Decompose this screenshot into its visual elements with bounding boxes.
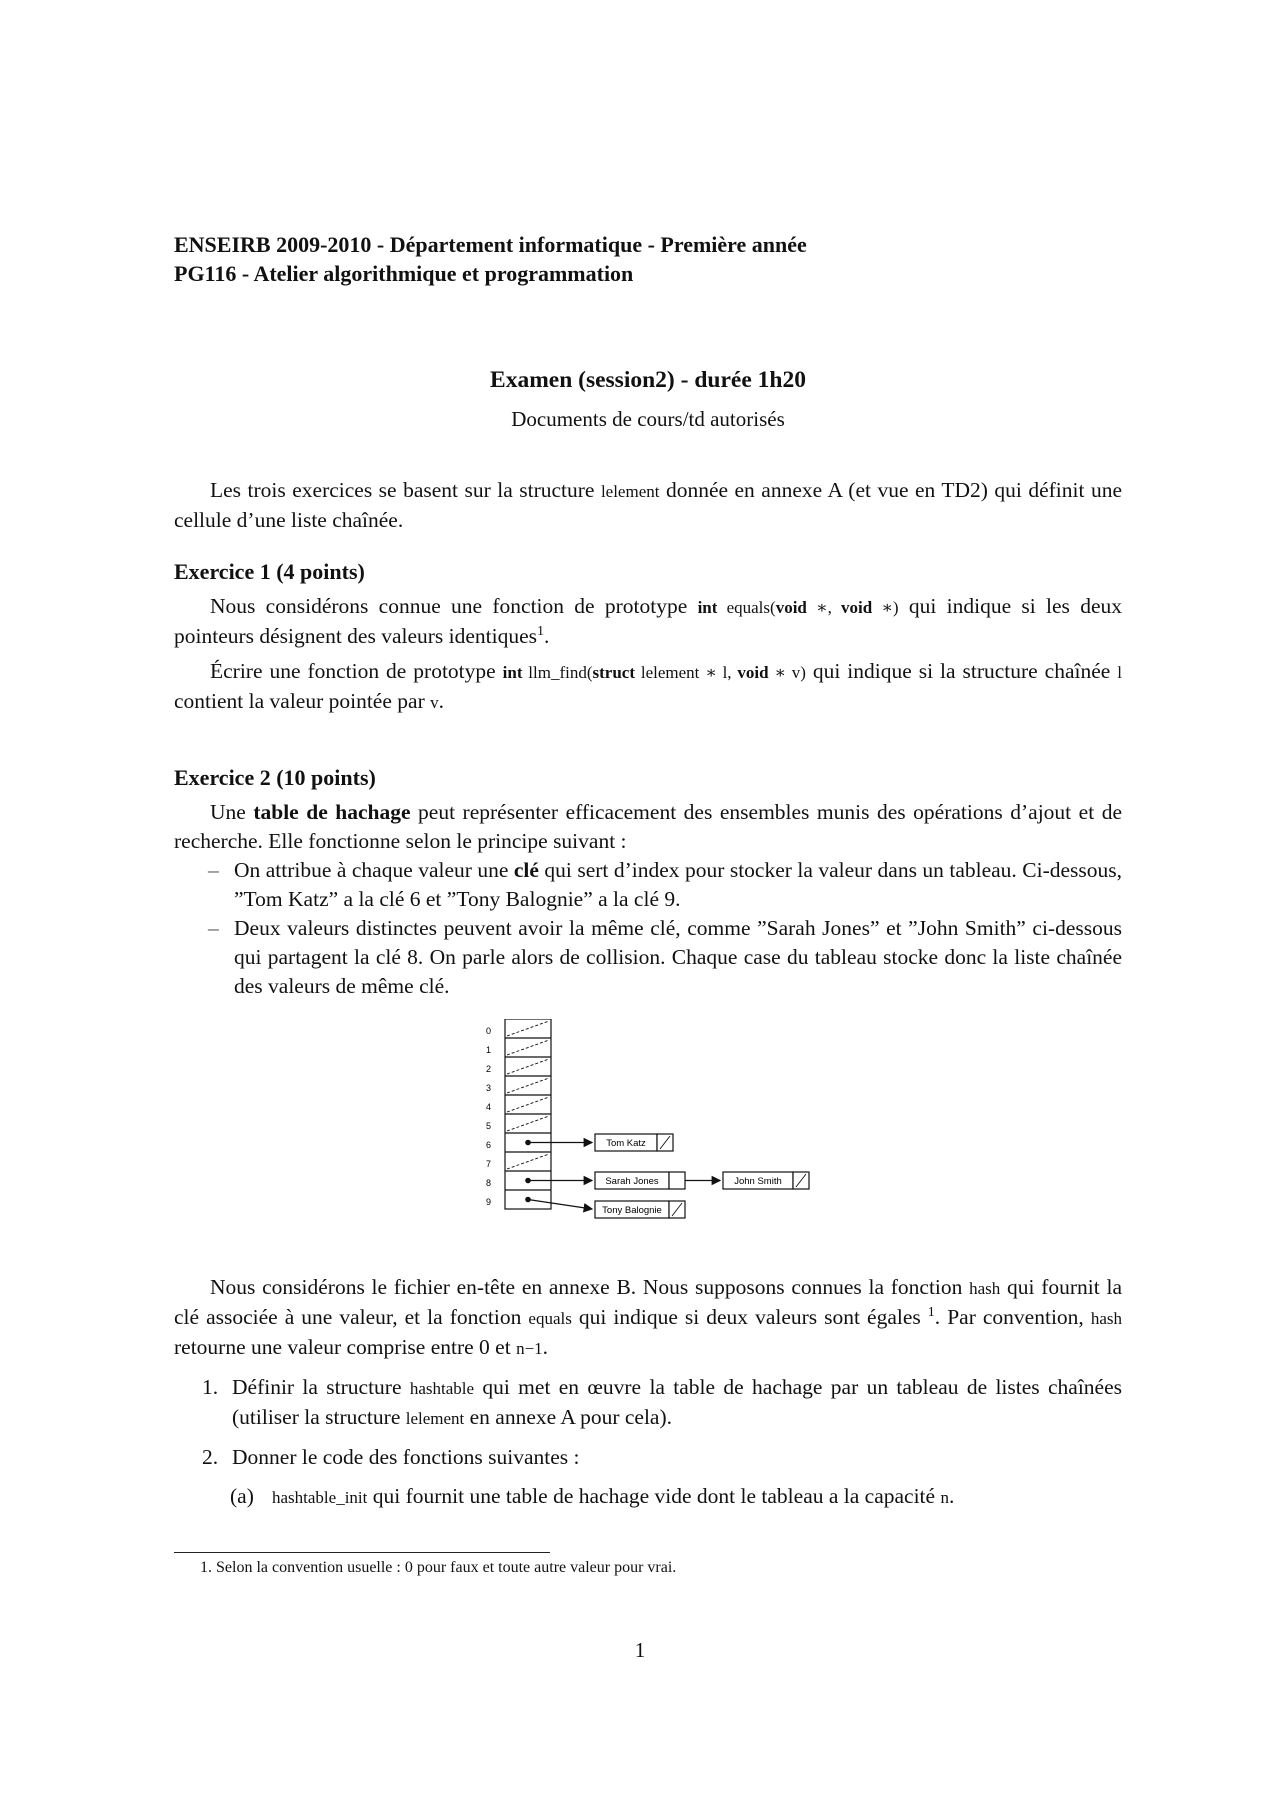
index-label: 6 <box>485 1140 491 1150</box>
ex1-p1-kw-void-1: void <box>775 598 807 617</box>
intro-paragraph <box>174 476 1122 535</box>
ex1-p1-star-1: ∗, <box>806 598 842 617</box>
ex2-bullet-2: – Deux valeurs distinctes peuvent avoir la même clé, comme ”Sarah Jones” et ”John Smith” ci-dessous qui partagent la clé 8. On parle alors de collision. Chaque case du tableau stocke donc la liste chaînée des valeurs de même clé. <box>234 914 1122 1001</box>
ex2-p2-code-hash-2: hash <box>1090 1309 1122 1328</box>
ex2-paragraph-2 <box>174 1273 1122 1363</box>
node-label-tom: Tom Katz <box>606 1138 646 1149</box>
subitem-label: (a) <box>230 1484 254 1508</box>
ex1-p2-arg-1: lelement ∗ l, <box>635 663 738 682</box>
ex2-p2-code-equals: equals <box>528 1309 572 1328</box>
ex2-p1-text-2: peut représenter efficacement des ensembles munis des opérations d’ajout et de recherche. Elle fonctionne selon le principe suivant : <box>174 800 1122 853</box>
ex1-p2-text-2: qui indique si la structure chaînée <box>805 659 1118 683</box>
ex1-p1-kw-int: int <box>697 598 718 617</box>
ex1-paragraph-1 <box>174 592 1122 651</box>
node-tony-balognie <box>595 1201 685 1218</box>
node-label-sarah: Sarah Jones <box>605 1176 659 1187</box>
node-john-smith <box>723 1172 809 1189</box>
footnote-ref: 1 <box>927 1305 935 1320</box>
ex2-b1-text-2: qui sert d’index pour stocker la valeur dans un tableau. Ci-dessous, ”Tom Katz” a la clé 6 et ”Tony Balognie” a la clé 9. <box>234 858 1122 911</box>
ex1-paragraph-2 <box>174 657 1122 717</box>
ex2-item-1 <box>202 1373 1122 1433</box>
item-number: 2. <box>202 1445 219 1469</box>
index-label: 4 <box>485 1102 491 1112</box>
item-number: 1. <box>202 1375 219 1399</box>
ex2-item1-text-2: qui met en œuvre la table de hachage par un tableau de listes chaînées (utiliser la structure <box>232 1375 1122 1429</box>
ex2-item1-code-lelement: lelement <box>405 1409 465 1428</box>
ex2-p2-text-5: retourne une valeur comprise entre 0 et <box>174 1335 517 1359</box>
ex2-heading: Exercice 2 (10 points) <box>174 765 376 790</box>
exam-title: Examen (session2) - durée 1h20 <box>490 367 806 393</box>
ex2-item2-text: Donner le code des fonctions suivantes : <box>232 1445 580 1469</box>
intro-text-2: donnée en annexe A (et vue en TD2) qui définit une cellule d’une liste chaînée. <box>174 478 1123 532</box>
ex1-p2-arg-2: ∗ v) <box>768 663 806 682</box>
ex2-item-2a <box>162 1482 1122 1512</box>
array-indices <box>486 1026 491 1207</box>
ex1-p2-code-v: v <box>430 693 439 712</box>
ex1-p1-text-3: . <box>544 624 550 648</box>
hashtable-diagram <box>174 1019 1122 1251</box>
ex1-p1-fn: equals( <box>717 598 776 617</box>
footnote: 1. Selon la convention usuelle : 0 pour faux et toute autre valeur pour vrai. <box>200 1559 677 1576</box>
exam-subtitle: Documents de cours/td autorisés <box>511 407 785 431</box>
ex2-p2-text-1: Nous considérons le fichier en-tête en annexe B. Nous supposons connues la fonction <box>210 1275 970 1299</box>
index-label: 7 <box>485 1159 491 1169</box>
ex2-p1-text-1: Une <box>210 800 254 824</box>
ex1-p2-kw-int: int <box>502 663 523 682</box>
ex1-p2-code-l: l <box>1117 663 1122 682</box>
ex2-b1-text-1: On attribue à chaque valeur une <box>234 858 514 882</box>
ex2-item1-code-hashtable: hashtable <box>409 1379 475 1398</box>
index-label: 5 <box>485 1121 491 1131</box>
ex2-numbered-list <box>174 1373 1122 1472</box>
ex2-item2a-code-n: n <box>940 1488 949 1507</box>
ex2-item1-text-1: Définir la structure <box>232 1375 410 1399</box>
ex1-p1-kw-void-2: void <box>841 598 873 617</box>
ex2-item2a-text-2: . <box>948 1484 955 1508</box>
ex2-p2-code-hash: hash <box>969 1279 1001 1298</box>
index-label: 3 <box>485 1083 491 1093</box>
ex2-bullet-1 <box>234 856 1122 914</box>
ex1-p1-star-2: ∗) <box>872 598 899 617</box>
ex2-paragraph-1 <box>174 798 1122 856</box>
ex1-p2-kw-struct: struct <box>592 663 636 682</box>
ex2-p2-text-6: . <box>542 1335 549 1359</box>
footnote-rule <box>174 1552 550 1553</box>
ex2-item-2 <box>202 1443 1122 1472</box>
ex2-p2-code-n-minus-1: n−1 <box>516 1339 543 1358</box>
node-label-tony: Tony Balognie <box>602 1205 662 1216</box>
ex1-p2-text-1: Écrire une fonction de prototype <box>210 659 503 683</box>
node-label-john: John Smith <box>734 1176 782 1187</box>
page-content <box>174 230 1122 1512</box>
ex2-item1-text-3: en annexe A pour cela). <box>464 1405 673 1429</box>
ex1-p1-text-1: Nous considérons connue une fonction de prototype <box>210 594 698 618</box>
index-label: 9 <box>485 1197 491 1207</box>
ex2-p2-text-3: qui indique si deux valeurs sont égales <box>571 1305 928 1329</box>
header-line-2: PG116 - Atelier algorithmique et programmation <box>174 261 634 286</box>
ex2-item2a-text-1: qui fournit une table de hachage vide dont le tableau a la capacité <box>367 1484 941 1508</box>
footnote-ref: 1 <box>537 624 545 639</box>
index-label: 8 <box>485 1178 491 1188</box>
index-label: 2 <box>485 1064 491 1074</box>
ex2-p2-text-2: qui fournit la clé associée à une valeur, et la fonction <box>174 1275 1122 1329</box>
node-tom-katz <box>595 1134 673 1151</box>
ex1-p2-fn: llm_find( <box>522 663 593 682</box>
header-line-1: ENSEIRB 2009-2010 - Département informatique - Première année <box>174 232 807 257</box>
ex1-p2-text-3: contient la valeur pointée par <box>174 689 431 713</box>
ex2-item2a-code-init: hashtable_init <box>272 1488 368 1507</box>
page-number: 1 <box>634 1638 646 1662</box>
ex2-p1-bold: table de hachage <box>253 800 411 824</box>
ex1-p2-kw-void: void <box>737 663 769 682</box>
ex2-item2a-text <box>232 1482 1122 1512</box>
intro-code-lelement: lelement <box>600 482 660 501</box>
ex2-p2-text-4: . Par convention, <box>934 1305 1091 1329</box>
ex2-b1-bold: clé <box>513 858 539 882</box>
hashtable-figure <box>174 1019 1122 1251</box>
ex2-bullet-list <box>174 856 1122 1001</box>
ex1-p2-text-4: . <box>438 689 444 713</box>
index-label: 1 <box>485 1045 491 1055</box>
ex1-p1-text-2: qui indique si les deux pointeurs désignent des valeurs identiques <box>174 594 1123 648</box>
ex1-heading: Exercice 1 (4 points) <box>174 559 365 584</box>
node-sarah-jones <box>595 1172 685 1189</box>
index-label: 0 <box>485 1026 491 1036</box>
intro-text-1: Les trois exercices se basent sur la structure <box>210 478 601 502</box>
